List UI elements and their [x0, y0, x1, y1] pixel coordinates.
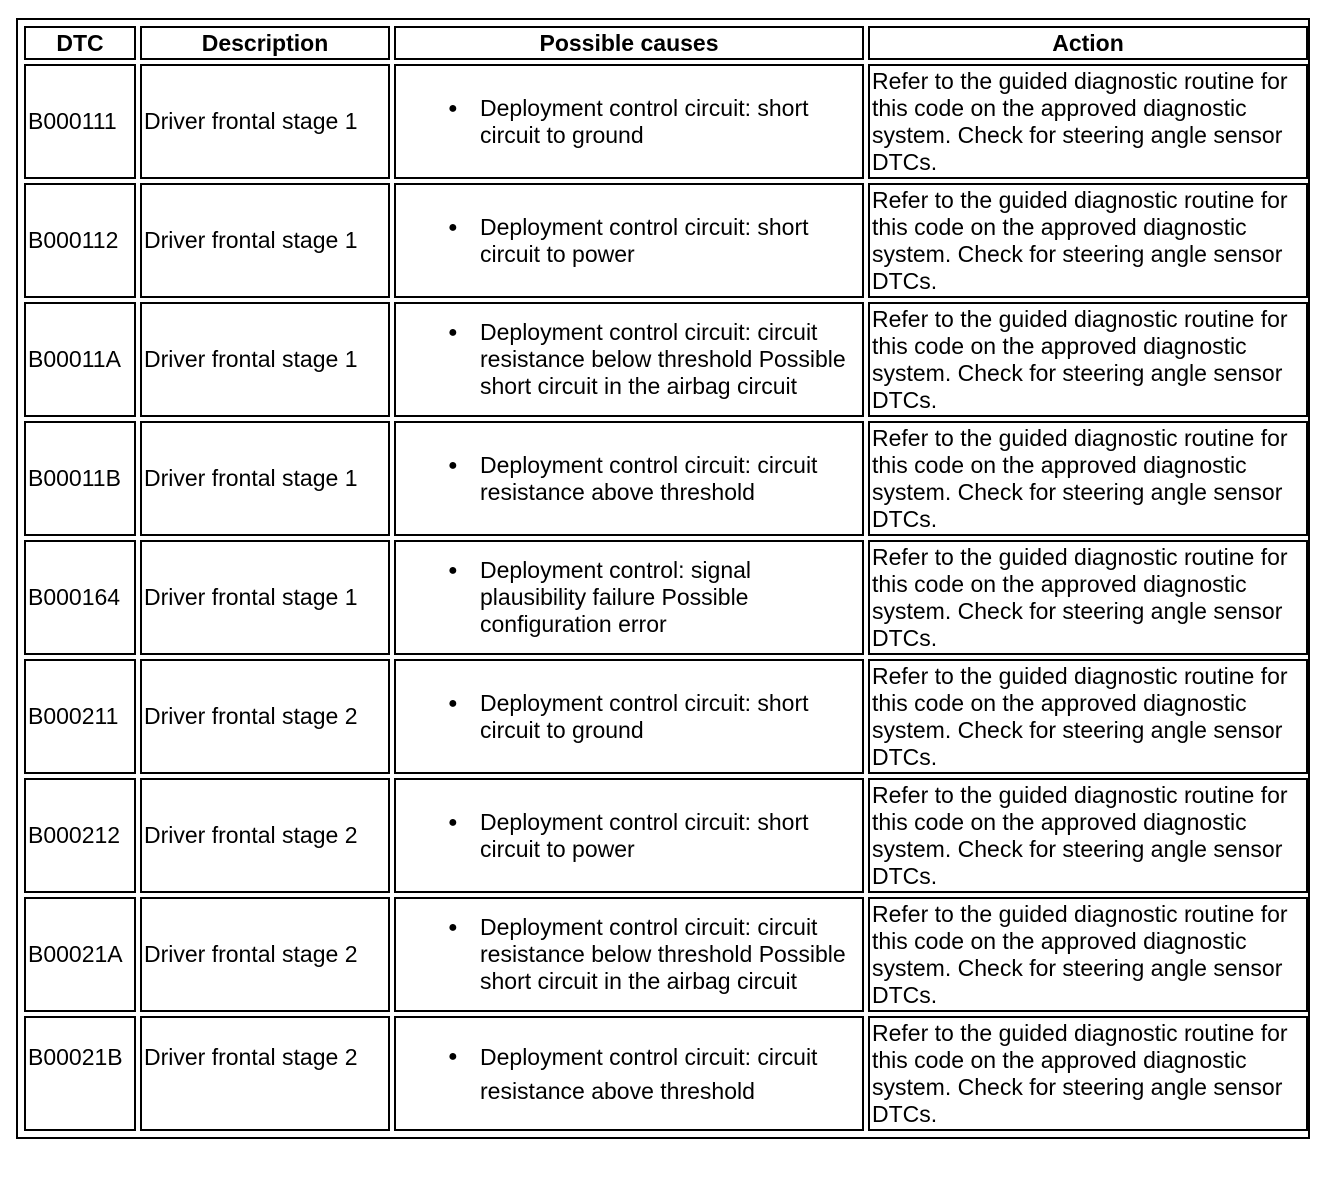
dtc-code: B00011A	[24, 302, 136, 417]
dtc-description: Driver frontal stage 1	[140, 302, 390, 417]
header-action: Action	[868, 26, 1308, 60]
possible-causes	[394, 64, 864, 179]
action-text: Refer to the guided diagnostic routine for this code on the approved diagnostic system. Check for steering angle sensor DTCs.	[868, 421, 1308, 536]
possible-causes	[394, 540, 864, 655]
cause-list	[398, 809, 860, 863]
dtc-code: B000211	[24, 659, 136, 774]
cause-item: ● Deployment control circuit: short circuit to ground	[480, 95, 860, 149]
possible-causes	[394, 778, 864, 893]
cause-list	[398, 1040, 860, 1108]
cause-list	[398, 690, 860, 744]
possible-causes	[394, 659, 864, 774]
possible-causes	[394, 302, 864, 417]
cause-list	[398, 557, 860, 638]
dtc-table	[20, 22, 1312, 1135]
table-row	[24, 421, 1308, 536]
possible-causes	[394, 183, 864, 298]
dtc-code: B000164	[24, 540, 136, 655]
dtc-code: B000212	[24, 778, 136, 893]
dtc-description: Driver frontal stage 2	[140, 659, 390, 774]
dtc-description: Driver frontal stage 2	[140, 897, 390, 1012]
cause-item: ● Deployment control circuit: short circuit to power	[480, 214, 860, 268]
cause-list	[398, 319, 860, 400]
dtc-description: Driver frontal stage 2	[140, 1016, 390, 1131]
action-text: Refer to the guided diagnostic routine for this code on the approved diagnostic system. Check for steering angle sensor DTCs.	[868, 183, 1308, 298]
dtc-code: B000112	[24, 183, 136, 298]
cause-item: ● Deployment control circuit: short circuit to ground	[480, 690, 860, 744]
dtc-code: B000111	[24, 64, 136, 179]
table-row	[24, 897, 1308, 1012]
dtc-description: Driver frontal stage 1	[140, 64, 390, 179]
table-row	[24, 302, 1308, 417]
cause-item: ● Deployment control circuit: circuit resistance above threshold	[480, 1040, 860, 1108]
cause-item: ● Deployment control circuit: circuit resistance above threshold	[480, 452, 860, 506]
dtc-code: B00011B	[24, 421, 136, 536]
action-text: Refer to the guided diagnostic routine for this code on the approved diagnostic system. Check for steering angle sensor DTCs.	[868, 540, 1308, 655]
cause-list	[398, 914, 860, 995]
header-description: Description	[140, 26, 390, 60]
cause-item: ● Deployment control: signal plausibility failure Possible configuration error	[480, 557, 860, 638]
cause-list	[398, 214, 860, 268]
action-text: Refer to the guided diagnostic routine for this code on the approved diagnostic system. Check for steering angle sensor DTCs.	[868, 778, 1308, 893]
dtc-code: B00021A	[24, 897, 136, 1012]
dtc-table-frame	[16, 18, 1310, 1139]
table-row	[24, 1016, 1308, 1131]
table-row	[24, 778, 1308, 893]
possible-causes	[394, 421, 864, 536]
dtc-description: Driver frontal stage 1	[140, 183, 390, 298]
action-text: Refer to the guided diagnostic routine for this code on the approved diagnostic system. Check for steering angle sensor DTCs.	[868, 302, 1308, 417]
action-text: Refer to the guided diagnostic routine for this code on the approved diagnostic system. Check for steering angle sensor DTCs.	[868, 659, 1308, 774]
action-text: Refer to the guided diagnostic routine for this code on the approved diagnostic system. Check for steering angle sensor DTCs.	[868, 897, 1308, 1012]
dtc-description: Driver frontal stage 1	[140, 421, 390, 536]
possible-causes	[394, 1016, 864, 1131]
cause-list	[398, 452, 860, 506]
action-text: Refer to the guided diagnostic routine for this code on the approved diagnostic system. Check for steering angle sensor DTCs.	[868, 1016, 1308, 1131]
header-dtc: DTC	[24, 26, 136, 60]
cause-list	[398, 95, 860, 149]
dtc-description: Driver frontal stage 2	[140, 778, 390, 893]
header-row	[24, 26, 1308, 60]
table-row	[24, 64, 1308, 179]
cause-item: ● Deployment control circuit: circuit resistance below threshold Possible short circuit in the airbag circuit	[480, 319, 860, 400]
header-possible-causes: Possible causes	[394, 26, 864, 60]
action-text: Refer to the guided diagnostic routine for this code on the approved diagnostic system. Check for steering angle sensor DTCs.	[868, 64, 1308, 179]
possible-causes	[394, 897, 864, 1012]
table-row	[24, 183, 1308, 298]
dtc-code: B00021B	[24, 1016, 136, 1131]
cause-item: ● Deployment control circuit: circuit resistance below threshold Possible short circuit in the airbag circuit	[480, 914, 860, 995]
dtc-description: Driver frontal stage 1	[140, 540, 390, 655]
table-row	[24, 540, 1308, 655]
table-row	[24, 659, 1308, 774]
cause-item: ● Deployment control circuit: short circuit to power	[480, 809, 860, 863]
